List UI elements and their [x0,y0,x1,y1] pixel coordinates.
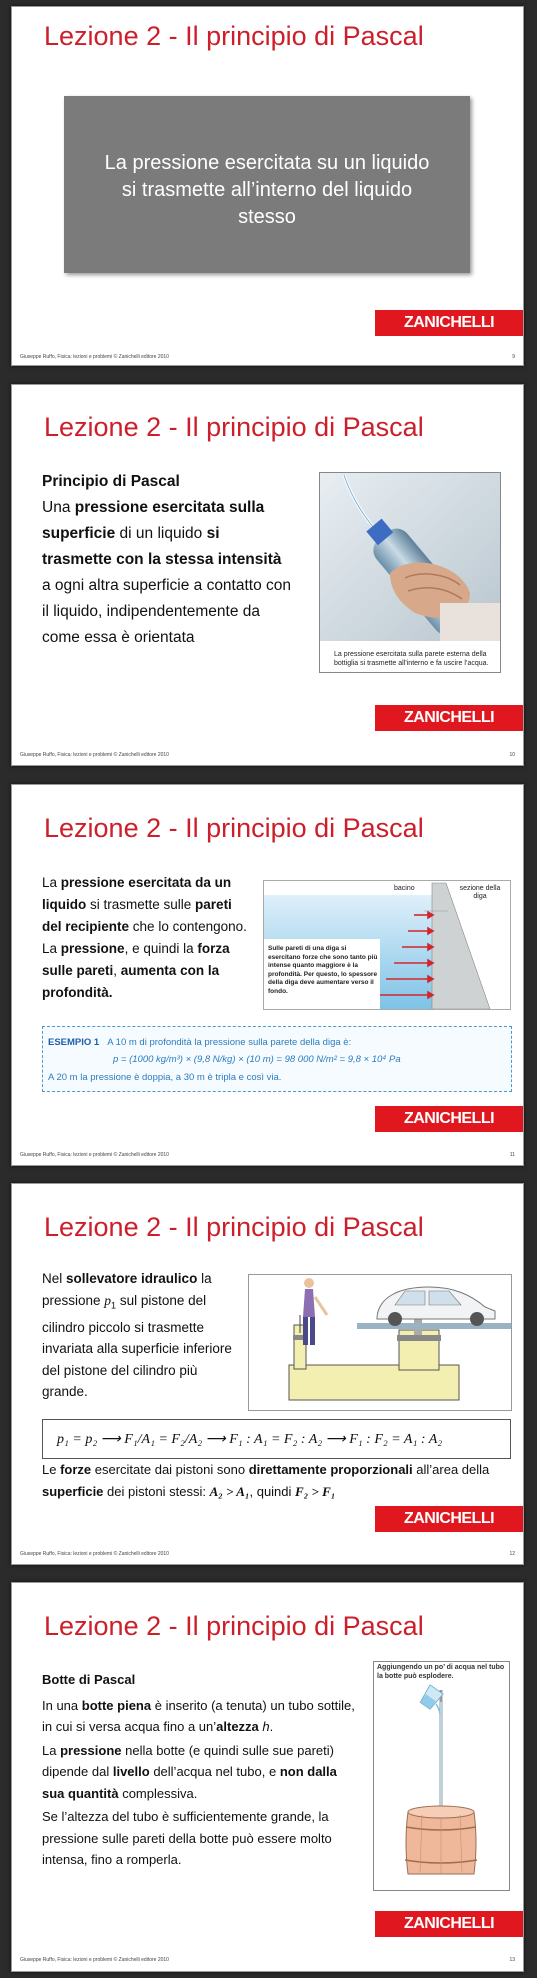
body-text: . [269,1719,274,1734]
slide-body-text [42,1669,357,1871]
paragraph-1 [42,1695,357,1738]
zanichelli-logo: ZANICHELLI [375,705,523,731]
section-heading: Botte di Pascal [42,1672,136,1687]
slide-10 [11,384,524,766]
barrel-figure [373,1661,510,1891]
figure-caption: La pressione esercitata sulla parete esterna della bottiglia si trasmette all’interno e fa uscire l’acqua. [334,651,489,667]
example-box [42,1026,512,1092]
example-line-1 [48,1037,351,1048]
page-number: 10 [509,752,515,758]
highlight-box-text: La pressione esercitata su un liquido si trasmette all’interno del liquido stesso [104,152,430,228]
body-bold: sollevatore idraulico [66,1271,198,1286]
body-text: Una [42,499,75,516]
body-text: che lo contengono. La [42,919,247,956]
section-heading: Principio di Pascal [42,473,180,490]
bottle-squeeze-illustration [320,473,500,641]
body-bold: pareti del recipiente [42,897,232,934]
var-p: p [104,1292,112,1308]
slide-footer: Giuseppe Ruffo, Fisica: lezioni e problemi © Zanichelli editore 2010 [20,1152,169,1158]
body-text: la pressione [42,1271,212,1308]
zanichelli-logo: ZANICHELLI [375,1106,523,1132]
slide-body-text [42,1268,232,1403]
body-text: La [42,1742,61,1758]
example-formula: p = (1000 kg/m³) × (9,8 N/kg) × (10 m) = 98 000 N/m² = 9,8 × 10⁴ Pa [113,1054,401,1065]
page-number: 9 [512,354,515,360]
body-bold: altezza [216,1719,259,1734]
paragraph-2 [42,1740,357,1805]
page-number: 13 [509,1957,515,1963]
body-text: dei pistoni stessi: [103,1484,210,1499]
body-bold: forza sulle pareti [42,941,230,978]
body-bold: si trasmette con la stessa intensità [42,525,282,568]
example-label: ESEMPIO 1 [48,1037,100,1048]
zanichelli-logo: ZANICHELLI [375,310,523,336]
figure-caption: Sulle pareti di una diga si esercitano forze che sono tanto più intense quanto maggiore è la profondità. Per questo, lo spessore della diga deve aumentare verso il fondo. [268,945,378,995]
highlight-box [64,96,470,273]
body-text: all’area della [412,1462,490,1477]
slide-title: Lezione 2 - Il principio di Pascal [44,1212,424,1242]
slide-12 [11,1183,524,1565]
var-h: h [262,1719,270,1734]
body-text: esercitate dai pistoni sono [91,1462,249,1477]
body-bold: pressione [60,1742,122,1758]
body-bold: direttamente proporzionali [248,1462,413,1477]
body-bold: livello [112,1764,150,1779]
bottle-figure [319,472,501,673]
slide-body-text [42,872,247,1004]
fig-label-basin: bacino [394,885,415,892]
slide-footer: Giuseppe Ruffo, Fisica: lezioni e problemi © Zanichelli editore 2010 [20,1551,169,1557]
body-text: complessiva. [118,1785,198,1801]
slide-13 [11,1582,524,1972]
body-bold: forze [60,1462,92,1477]
body-bold: non dalla sua quantità [42,1764,337,1801]
body-text: di un liquido [115,525,207,542]
figure-caption: Aggiungendo un po’ di acqua nel tubo la botte può esplodere. [377,1664,505,1680]
slide-footer: Giuseppe Ruffo, Fisica: lezioni e problemi © Zanichelli editore 2010 [20,354,169,360]
page-number: 12 [509,1551,515,1557]
slide-title: Lezione 2 - Il principio di Pascal [44,412,424,442]
pascal-barrel-illustration [374,1662,509,1890]
page-number: 11 [509,1152,515,1158]
subscript: 1 [111,1300,117,1311]
body-text: La [42,875,61,890]
slide-title: Lezione 2 - Il principio di Pascal [44,21,424,51]
body-bold: F₂ > F₁ [295,1484,336,1499]
body-bold: A₂ > A₁ [209,1484,250,1499]
body-text: , e quindi la [124,941,198,956]
body-text: dell’acqua nel tubo, e [149,1764,280,1779]
body-text: Le [42,1462,61,1477]
example-text: A 10 m di profondità la pressione sulla parete della diga è: [107,1037,352,1048]
body-bold: pressione [60,941,125,956]
slide-title: Lezione 2 - Il principio di Pascal [44,1611,424,1641]
slide-body-text [42,469,292,651]
paragraph-3: Se l’altezza del tubo è sufficientemente grande, la pressione sulle pareti della botte può essere molto intensa, fino a romperla. [42,1809,332,1867]
conclusion-text [42,1459,512,1503]
hydraulic-lift-figure [248,1274,512,1411]
body-bold: botte piena [81,1697,152,1713]
body-text: , [113,963,121,978]
body-text: Nel [42,1271,67,1286]
body-text: si trasmette sulle [86,897,196,912]
body-bold: aumenta con la profondità. [42,963,220,1000]
slide-footer: Giuseppe Ruffo, Fisica: lezioni e problemi © Zanichelli editore 2010 [20,752,169,758]
body-text: , quindi [249,1484,296,1499]
example-line-3: A 20 m la pressione è doppia, a 30 m è tripla e così via. [48,1072,282,1083]
body-text: è inserito (a tenuta) un tubo sottile, in cui si versa acqua fino a un’ [42,1697,355,1734]
body-text: In una [42,1697,82,1713]
zanichelli-logo: ZANICHELLI [375,1911,523,1937]
formula-box [42,1419,511,1459]
slide-11 [11,784,524,1166]
body-bold: pressione esercitata da un liquido [42,875,232,912]
slide-title: Lezione 2 - Il principio di Pascal [44,813,424,843]
zanichelli-logo: ZANICHELLI [375,1506,523,1532]
body-bold: superficie [42,1484,104,1499]
body-text: nella botte (e quindi sulle sue pareti) dipende dal [42,1742,334,1779]
hydraulic-lift-illustration [249,1275,511,1410]
body-text: sul pistone del cilindro piccolo si trasmette invariata alla superficie inferiore del pistone del cilindro più grande. [42,1292,232,1400]
body-bold: pressione esercitata sulla superficie [42,499,265,542]
slide-footer: Giuseppe Ruffo, Fisica: lezioni e problemi © Zanichelli editore 2010 [20,1957,169,1963]
formula: p₁ = p₂ ⟶ F₁/A₁ = F₂/A₂ ⟶ F₁ : A₁ = F₂ : A₂ ⟶ F₁ : F₂ = A₁ : A₂ [57,1432,443,1447]
fig-label-section: sezione della diga [459,885,501,900]
body-text: a ogni altra superficie a contatto con il liquido, indipendentemente da come essa è orientata [42,577,292,646]
dam-figure [263,880,511,1010]
slide-9 [11,6,524,366]
